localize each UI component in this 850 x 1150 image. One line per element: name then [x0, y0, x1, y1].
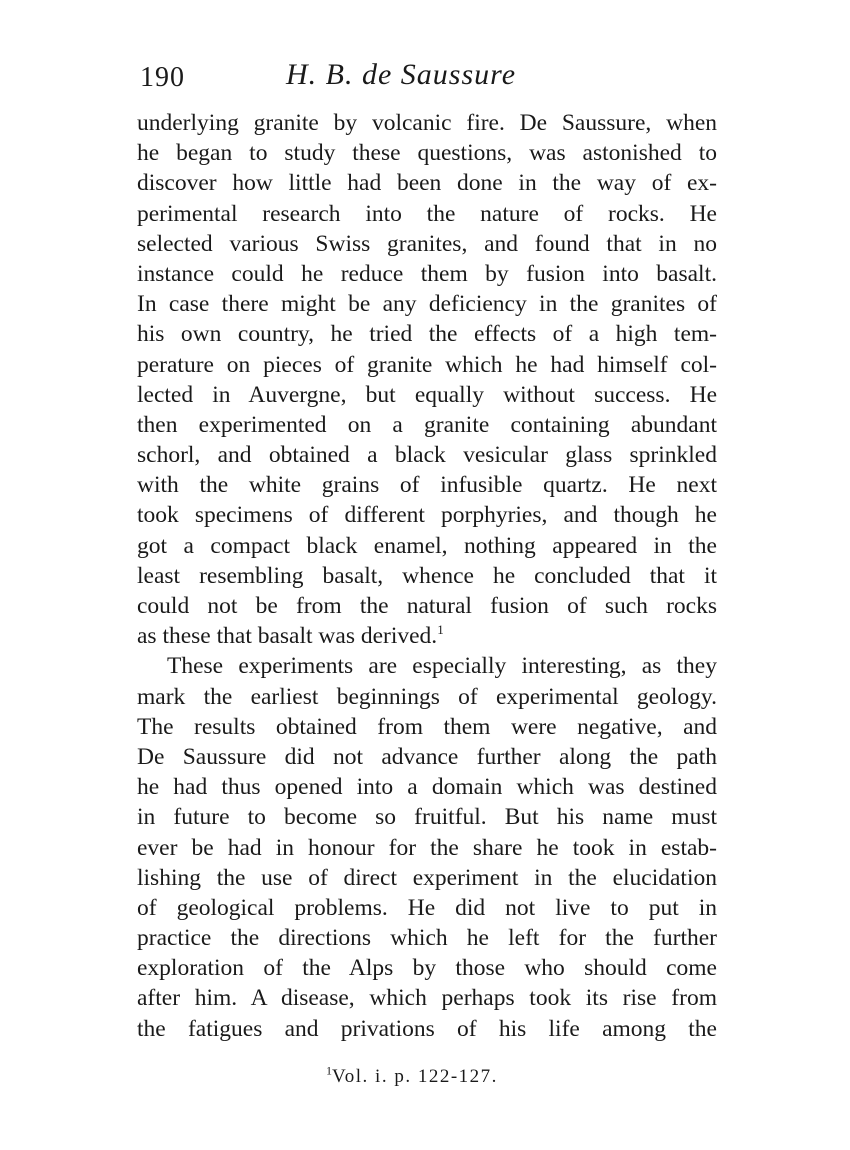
page-number: 190	[140, 62, 185, 93]
text-line: least resembling basalt, whence he concluded that it	[137, 562, 717, 589]
footnote-marker: 1	[326, 1063, 332, 1078]
text-line-indented: These experiments are especially interesting, as they	[167, 653, 717, 680]
text-line: could not be from the natural fusion of such rocks	[137, 593, 717, 619]
text-line: in future to become so fruitful. But his name must	[137, 804, 717, 831]
text-line: lishing the use of direct experiment in the elucidation	[137, 864, 717, 891]
body-text	[137, 108, 717, 1044]
text-line: In case there might be any deficiency in the granites of	[137, 291, 717, 318]
text-line: with the white grains of infusible quartz. He next	[137, 472, 717, 499]
text-line: got a compact black enamel, nothing appeared in the	[137, 532, 717, 559]
text-line: ever be had in honour for the share he took in estab-	[137, 834, 717, 861]
footnote-text: Vol. i. p. 122-127.	[332, 1066, 498, 1087]
text-line-last	[137, 621, 717, 651]
text-line: the fatigues and privations of his life among the	[137, 1015, 717, 1042]
paragraph-1	[137, 108, 717, 651]
last-line-text: as these that basalt was derived.	[137, 623, 438, 650]
text-line: discover how little had been done in the way of ex-	[137, 170, 717, 197]
text-line: schorl, and obtained a black vesicular glass sprinkled	[137, 442, 717, 469]
text-line: after him. A disease, which perhaps took its rise from	[137, 985, 717, 1012]
text-line: underlying granite by volcanic fire. De Saussure, when	[137, 110, 717, 136]
text-line: selected various Swiss granites, and found that in no	[137, 230, 717, 257]
paragraph-2	[137, 651, 717, 1043]
page-header	[140, 58, 720, 102]
running-head: H. B. de Saussure	[286, 58, 517, 91]
text-line: The results obtained from them were negative, and	[137, 713, 717, 740]
footnote-reference[interactable]: 1	[437, 622, 444, 638]
text-line: perimental research into the nature of rocks. He	[137, 200, 717, 227]
text-line: he had thus opened into a domain which was destined	[137, 774, 717, 801]
text-line: mark the earliest beginnings of experimental geology.	[137, 683, 717, 710]
footnote	[326, 1063, 498, 1088]
text-line: instance could he reduce them by fusion into basalt.	[137, 260, 717, 287]
text-line: De Saussure did not advance further along the path	[137, 743, 717, 770]
text-line: perature on pieces of granite which he had himself col-	[137, 351, 717, 378]
text-line: then experimented on a granite containing abundant	[137, 411, 717, 438]
text-line: practice the directions which he left for the further	[137, 925, 717, 952]
text-line: he began to study these questions, was astonished to	[137, 140, 717, 167]
text-line: exploration of the Alps by those who should come	[137, 955, 717, 982]
text-line: took specimens of different porphyries, and though he	[137, 502, 717, 529]
text-line: of geological problems. He did not live to put in	[137, 894, 717, 921]
text-line: his own country, he tried the effects of a high tem-	[137, 321, 717, 348]
text-line: lected in Auvergne, but equally without success. He	[137, 381, 717, 408]
